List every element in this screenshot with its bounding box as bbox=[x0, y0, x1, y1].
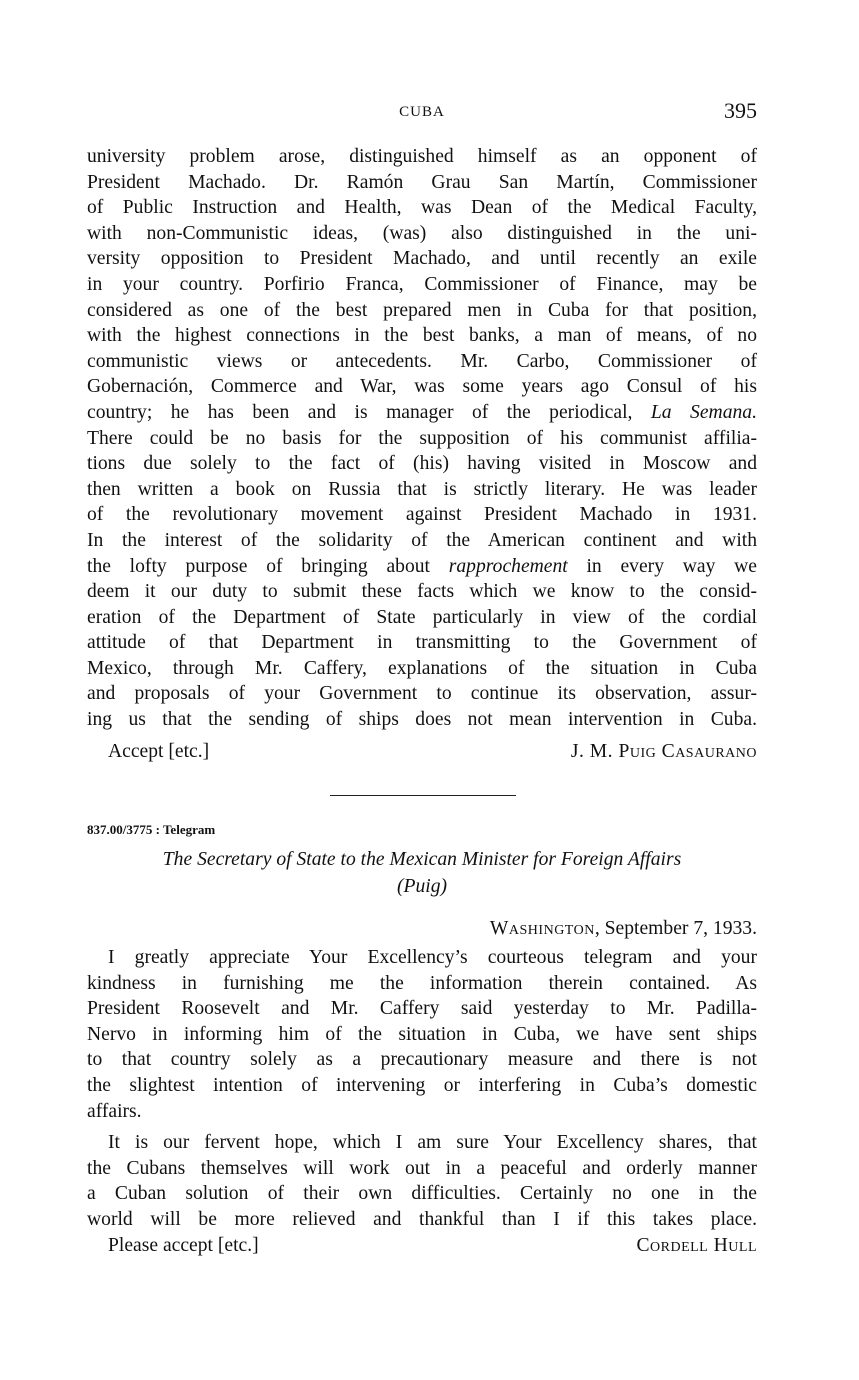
signature: Cordell Hull bbox=[636, 1235, 757, 1256]
signature: J. M. Puig Casaurano bbox=[570, 741, 757, 762]
text-line: tions due solely to the fact of (his) having visited in Moscow and bbox=[87, 453, 757, 475]
periodical-name: La Semana. bbox=[650, 401, 757, 423]
text-line: It is our fervent hope, which I am sure Your Excellency shares, that bbox=[108, 1132, 757, 1153]
italic-word: rapprochement bbox=[448, 555, 568, 577]
text-line: of Public Instruction and Health, was Dean of the Medical Faculty, bbox=[87, 197, 757, 219]
closing-phrase: Please accept [etc.] bbox=[108, 1235, 259, 1256]
text-line: the slightest intention of intervening or interfering in Cuba’s domestic bbox=[87, 1074, 757, 1096]
title-line: (Puig) bbox=[396, 876, 448, 897]
text-line: deem it our duty to submit these facts which we know to the consid- bbox=[87, 581, 757, 603]
text-line: affairs. bbox=[87, 1100, 142, 1122]
letter-closing bbox=[87, 741, 757, 767]
text-line: Mexico, through Mr. Caffery, explanations of the situation in Cuba bbox=[87, 657, 757, 679]
text-line: of the revolutionary movement against President Machado in 1931. bbox=[87, 504, 757, 526]
telegram-closing bbox=[87, 1235, 757, 1261]
text-line bbox=[87, 554, 757, 580]
text-line: President Machado. Dr. Ramón Grau San Martín, Commissioner bbox=[87, 171, 757, 193]
text-line: a Cuban solution of their own difficulties. Certainly no one in the bbox=[87, 1183, 757, 1205]
text-line: kindness in furnishing me the information therein contained. As bbox=[87, 972, 757, 994]
document-title bbox=[87, 846, 757, 900]
text-line: and proposals of your Government to continue its observation, assur- bbox=[87, 683, 757, 705]
dateline bbox=[490, 918, 757, 940]
running-head: CUBA bbox=[399, 104, 445, 120]
text-line: President Roosevelt and Mr. Caffery said yesterday to Mr. Padilla- bbox=[87, 998, 757, 1020]
file-number: 837.00/3775 : Telegram bbox=[87, 822, 216, 837]
text-line: the Cubans themselves will work out in a peaceful and orderly manner bbox=[87, 1157, 757, 1179]
text-segment: the lofty purpose of bringing about bbox=[87, 555, 430, 577]
telegram-paragraph-2 bbox=[87, 1130, 757, 1232]
text-line: There could be no basis for the supposition of his communist affilia- bbox=[87, 427, 757, 449]
text-line: considered as one of the best prepared men in Cuba for that position, bbox=[87, 299, 757, 321]
text-line: with non-Communistic ideas, (was) also distinguished in the uni- bbox=[87, 222, 757, 244]
text-line: world will be more relieved and thankful than I if this takes place. bbox=[87, 1208, 757, 1230]
title-line: The Secretary of State to the Mexican Minister for Foreign Affairs bbox=[162, 849, 682, 870]
text-line: Nervo in informing him of the situation in Cuba, we have sent ships bbox=[87, 1023, 757, 1045]
telegram-paragraph-1 bbox=[87, 945, 757, 1124]
text-line: I greatly appreciate Your Excellency’s courteous telegram and your bbox=[108, 947, 757, 968]
text-line: attitude of that Department in transmitting to the Government of bbox=[87, 632, 757, 654]
dateline-place: Washington bbox=[489, 918, 595, 939]
text-line: eration of the Department of State particularly in view of the cordial bbox=[87, 606, 757, 628]
closing-phrase: Accept [etc.] bbox=[108, 741, 210, 762]
text-segment: country; he has been and is manager of the periodical, bbox=[87, 401, 633, 423]
text-line: versity opposition to President Machado, and until recently an exile bbox=[87, 248, 757, 270]
section-divider bbox=[330, 795, 516, 796]
text-line: university problem arose, distinguished himself as an opponent of bbox=[87, 146, 757, 167]
text-line: in your country. Porfirio Franca, Commissioner of Finance, may be bbox=[87, 273, 757, 295]
text-line: then written a book on Russia that is strictly literary. He was leader bbox=[87, 478, 757, 500]
page-header bbox=[87, 98, 757, 126]
text-line: ing us that the sending of ships does not mean intervention in Cuba. bbox=[87, 709, 757, 731]
text-line: Gobernación, Commerce and War, was some years ago Consul of his bbox=[87, 376, 757, 398]
text-line: with the highest connections in the best banks, a man of means, of no bbox=[87, 325, 757, 347]
dateline-date: , September 7, 1933. bbox=[594, 918, 757, 939]
text-segment: in every way we bbox=[567, 555, 757, 577]
text-line: to that country solely as a precautionary measure and there is not bbox=[87, 1049, 757, 1071]
text-line bbox=[87, 400, 757, 426]
text-line: communistic views or antecedents. Mr. Carbo, Commissioner of bbox=[87, 350, 757, 372]
page-number: 395 bbox=[724, 98, 757, 123]
letter-body bbox=[87, 144, 757, 733]
text-line: In the interest of the solidarity of the American continent and with bbox=[87, 529, 757, 551]
